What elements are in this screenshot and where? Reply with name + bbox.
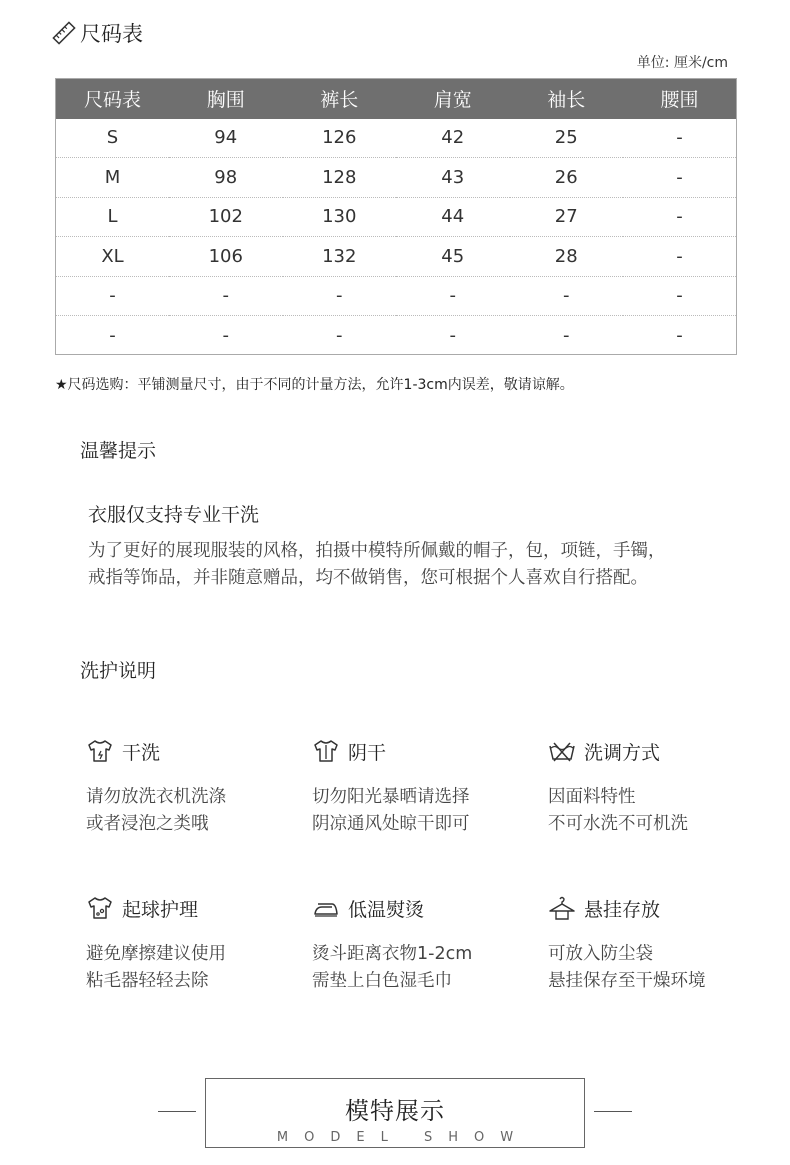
care-item-hanging [548, 893, 768, 995]
model-show-title: 模特展示 [345, 1097, 445, 1125]
divider-line-left [158, 1111, 196, 1112]
table-cell: - [169, 276, 283, 315]
table-cell: 42 [396, 119, 510, 158]
care-heading: 洗护说明 [80, 660, 157, 682]
table-cell: 44 [396, 197, 510, 236]
care-item-line: 因面料特性 [548, 787, 636, 807]
care-item-line: 不可水洗不可机洗 [548, 814, 688, 834]
care-item-wash-method [548, 736, 768, 838]
care-item-line: 或者浸泡之类哦 [86, 814, 209, 834]
table-cell: 94 [169, 119, 283, 158]
care-item-line: 切勿阳光暴晒请选择 [312, 787, 470, 807]
table-cell: - [510, 276, 624, 315]
care-item-dry-clean [86, 736, 306, 838]
care-item-title: 干洗 [122, 741, 161, 764]
no-wash-basin-icon [548, 737, 576, 765]
table-cell: 28 [510, 237, 624, 276]
table-cell: - [563, 324, 570, 346]
table-cell: - [396, 276, 510, 315]
table-row [56, 237, 737, 276]
care-item-line: 悬挂保存至干燥环境 [548, 971, 706, 991]
care-item-line: 烫斗距离衣物1-2cm [312, 944, 473, 964]
table-cell: - [336, 324, 343, 346]
table-cell: 126 [283, 119, 397, 158]
table-cell: 102 [169, 197, 283, 236]
care-item-line: 粘毛器轻轻去除 [86, 971, 209, 991]
care-item-shade-dry [312, 736, 532, 838]
care-item-title: 低温熨烫 [348, 898, 425, 921]
table-cell: 98 [169, 158, 283, 197]
model-show-banner [205, 1078, 585, 1148]
table-cell: 25 [510, 119, 624, 158]
table-header-row [56, 79, 737, 119]
column-header: 裤长 [283, 79, 397, 119]
table-row [56, 315, 737, 354]
care-item-line: 阴凉通风处晾干即可 [312, 814, 470, 834]
care-item-line: 避免摩擦建议使用 [86, 944, 226, 964]
column-header: 腰围 [623, 79, 737, 119]
table-cell: - [676, 324, 683, 346]
table-cell: 26 [510, 158, 624, 197]
table-cell: - [623, 237, 737, 276]
care-item-line: 可放入防尘袋 [548, 944, 653, 964]
table-cell: L [56, 197, 170, 236]
table-cell: XL [56, 237, 170, 276]
care-item-line: 请勿放洗衣机洗涤 [86, 787, 226, 807]
dry-clean-shirt-icon [86, 737, 114, 765]
table-cell: 132 [283, 237, 397, 276]
notice-line: 戒指等饰品，并非随意赠品，均不做销售，您可根据个人喜欢自行搭配。 [88, 568, 648, 588]
table-cell: - [56, 276, 170, 315]
table-row [56, 158, 737, 197]
table-row [56, 197, 737, 236]
column-header: 胸围 [169, 79, 283, 119]
table-row [56, 119, 737, 158]
care-item-pilling [86, 893, 306, 995]
pilling-shirt-icon [86, 894, 114, 922]
table-cell: - [109, 324, 116, 346]
page-title: 尺码表 [80, 22, 143, 46]
table-cell: 45 [396, 237, 510, 276]
column-header: 袖长 [510, 79, 624, 119]
ruler-icon [52, 21, 76, 45]
iron-icon [312, 894, 340, 922]
notice-body [88, 538, 768, 592]
divider-line-right [594, 1111, 632, 1112]
hanger-icon [548, 894, 576, 922]
model-show-subtitle: MODEL SHOW [276, 1130, 530, 1145]
care-item-title: 阴干 [348, 741, 387, 764]
table-cell: 43 [396, 158, 510, 197]
table-cell: 106 [169, 237, 283, 276]
table-row [56, 276, 737, 315]
table-cell: 130 [283, 197, 397, 236]
table-cell: - [449, 324, 456, 346]
column-header: 尺码表 [56, 79, 170, 119]
size-table [55, 78, 737, 355]
unit-label: 单位: 厘米/cm [636, 55, 728, 71]
column-header: 肩宽 [396, 79, 510, 119]
notice-heading: 温馨提示 [80, 440, 157, 462]
care-item-title: 洗调方式 [584, 741, 661, 764]
notice-line: 为了更好的展现服装的风格，拍摄中模特所佩戴的帽子，包，项链，手镯， [88, 541, 666, 561]
table-cell: M [56, 158, 170, 197]
table-cell: 27 [510, 197, 624, 236]
care-item-ironing [312, 893, 532, 995]
table-cell: - [222, 324, 229, 346]
table-cell: - [623, 276, 737, 315]
table-cell: - [623, 119, 737, 158]
table-cell: 128 [283, 158, 397, 197]
table-cell: - [623, 158, 737, 197]
notice-subtitle: 衣服仅支持专业干洗 [88, 504, 260, 526]
size-note: ★尺码选购：平铺测量尺寸，由于不同的计量方法，允许1-3cm内误差，敬请谅解。 [55, 377, 574, 393]
table-cell: - [283, 276, 397, 315]
care-item-title: 悬挂存放 [584, 898, 661, 921]
size-chart-title [52, 18, 143, 48]
care-item-line: 需垫上白色湿毛巾 [312, 971, 452, 991]
shade-dry-shirt-icon [312, 737, 340, 765]
table-cell: - [623, 197, 737, 236]
care-item-title: 起球护理 [122, 898, 199, 921]
table-cell: S [56, 119, 170, 158]
